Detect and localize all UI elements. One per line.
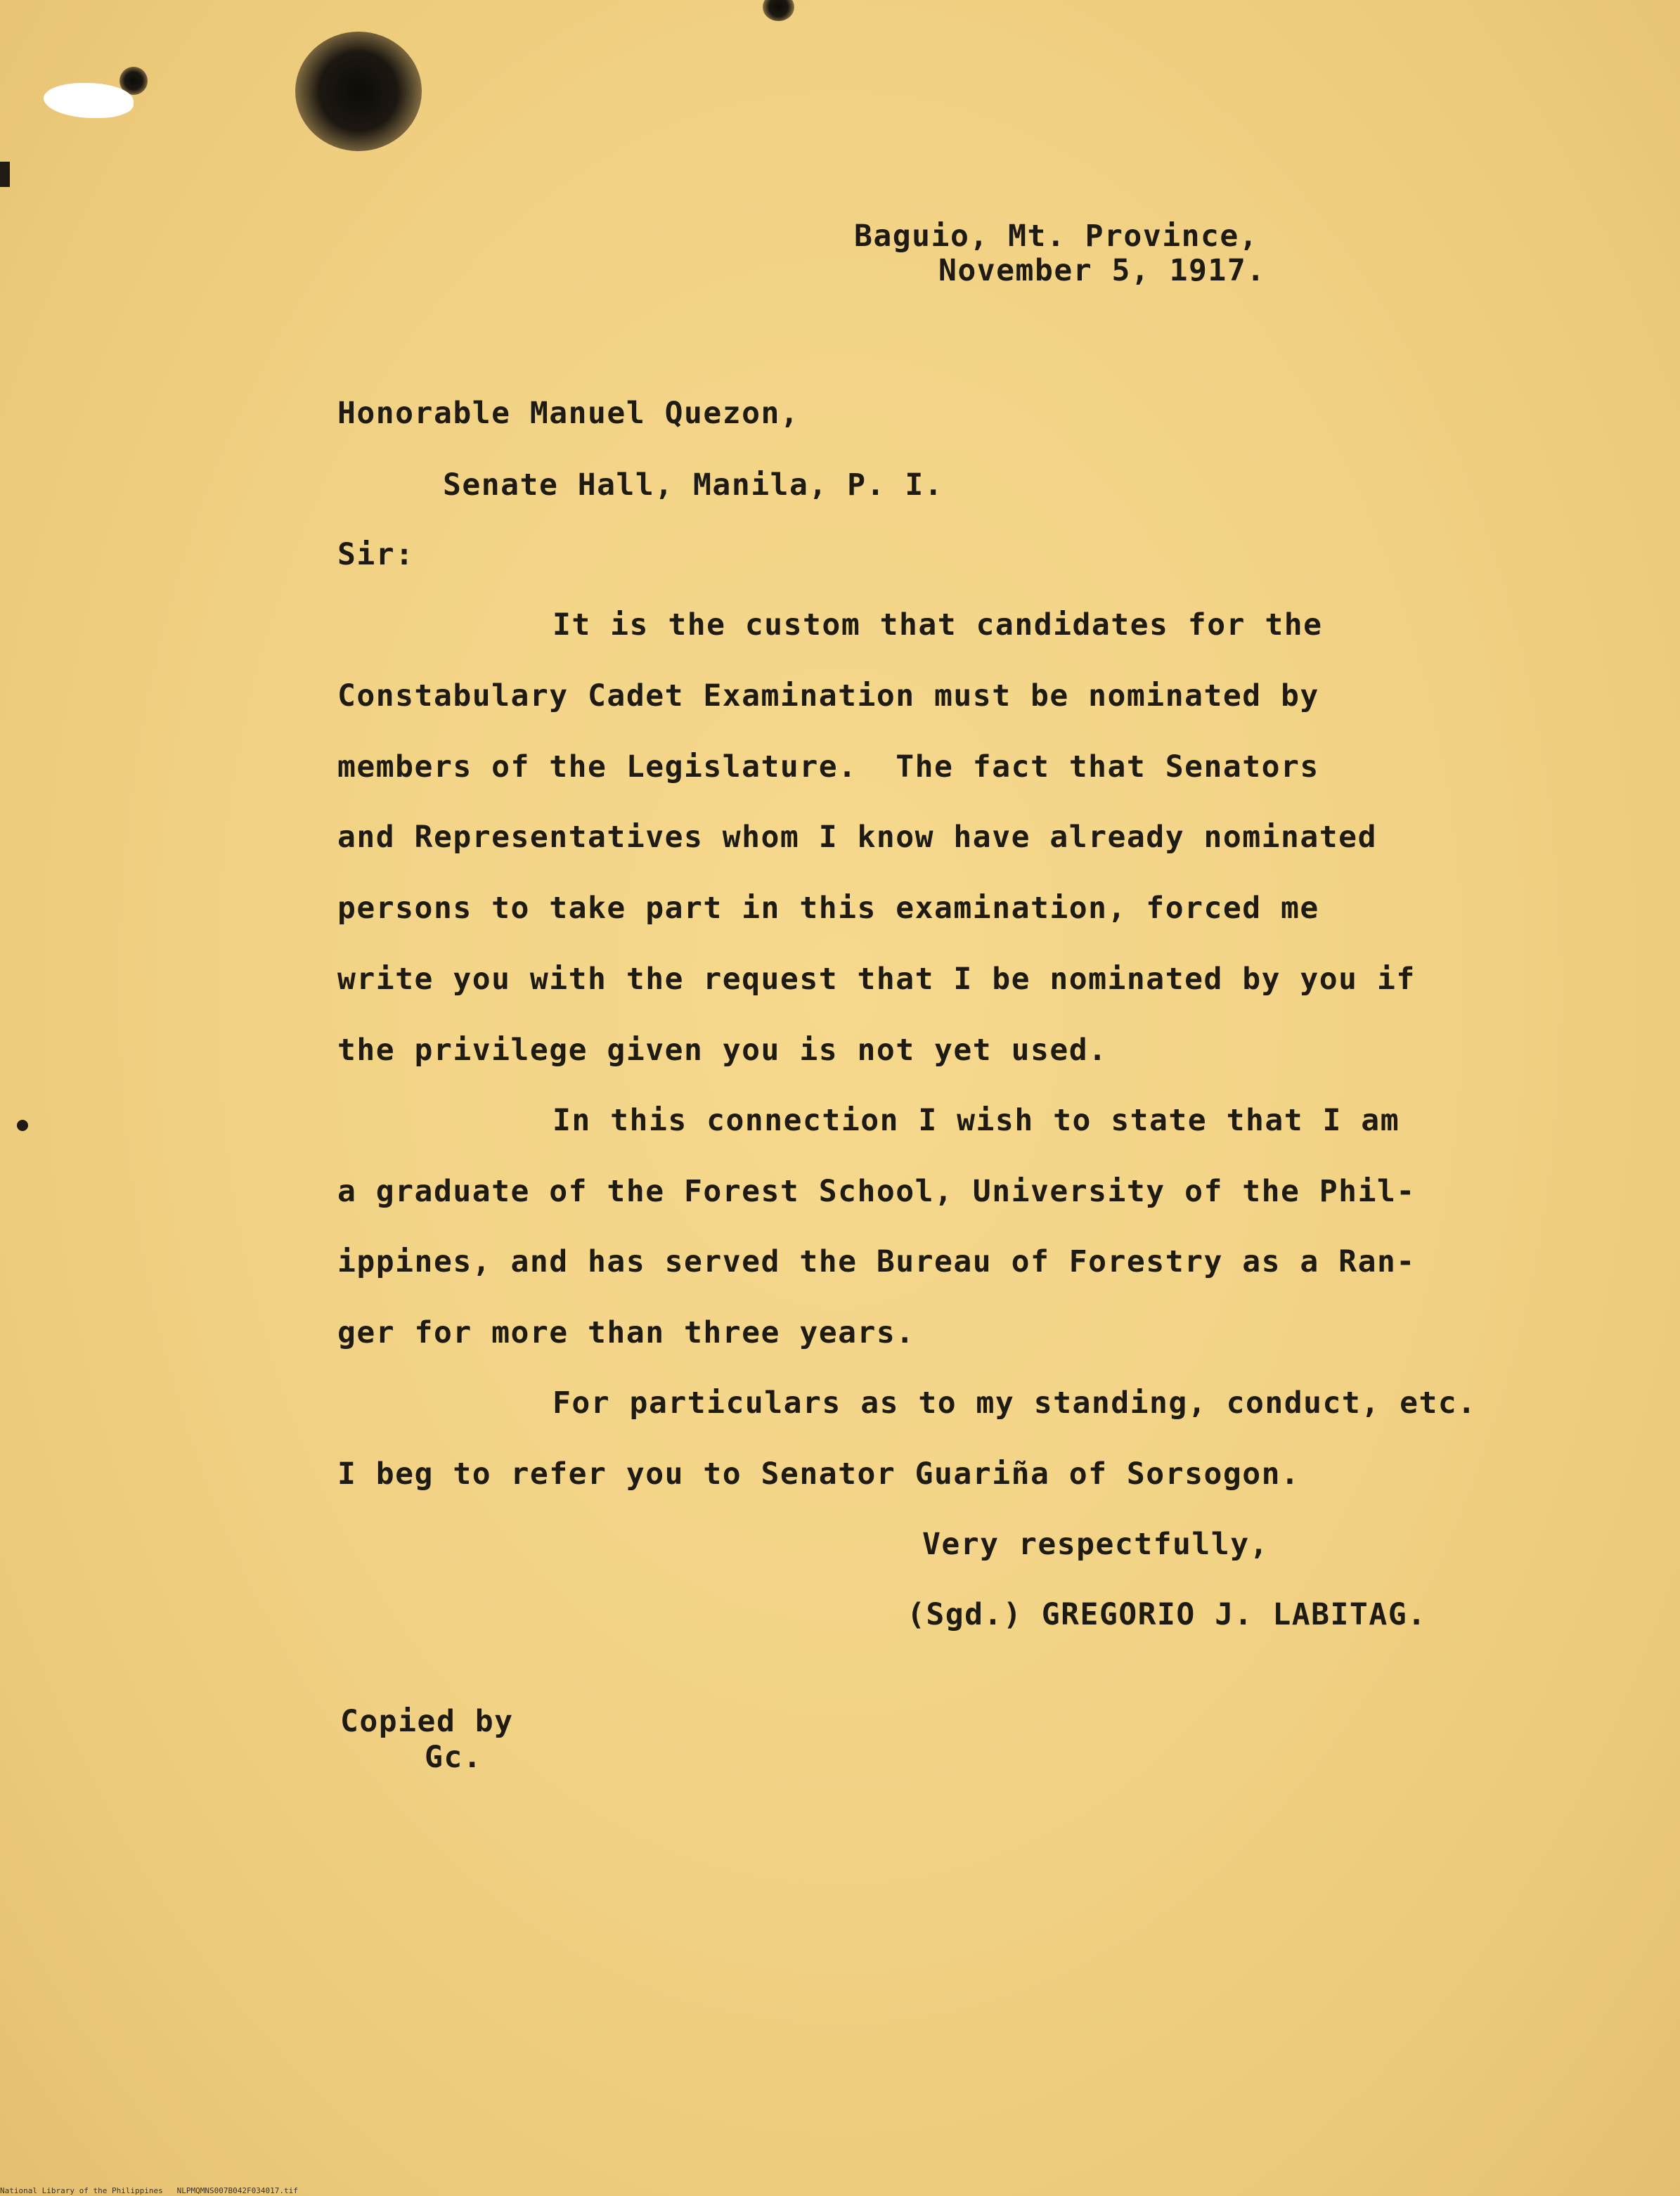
copier-initials: Gc. bbox=[425, 1740, 483, 1775]
paper-hole bbox=[44, 83, 134, 118]
body-line: It is the custom that candidates for the bbox=[553, 607, 1323, 642]
addressee-name: Honorable Manuel Quezon, bbox=[337, 396, 800, 431]
body-line: Constabulary Cadet Examination must be nominated by bbox=[337, 678, 1319, 713]
addressee-location: Senate Hall, Manila, P. I. bbox=[443, 467, 944, 503]
body-line: and Representatives whom I know have already nominated bbox=[337, 820, 1377, 855]
salutation: Sir: bbox=[337, 537, 415, 572]
edge-mark bbox=[0, 162, 10, 187]
body-line: ippines, and has served the Bureau of Forestry as a Ran- bbox=[337, 1244, 1416, 1279]
punch-mark bbox=[17, 1120, 28, 1131]
signature: (Sgd.) GREGORIO J. LABITAG. bbox=[907, 1597, 1427, 1632]
ink-stain-small bbox=[763, 0, 794, 21]
body-line: write you with the request that I be nominated by you if bbox=[337, 962, 1416, 997]
body-line: a graduate of the Forest School, University of the Phil- bbox=[337, 1174, 1416, 1209]
body-line: In this connection I wish to state that I am bbox=[553, 1103, 1400, 1138]
ink-stain bbox=[295, 32, 422, 151]
closing: Very respectfully, bbox=[922, 1527, 1269, 1562]
letter-place: Baguio, Mt. Province, bbox=[854, 219, 1259, 254]
archive-caption: National Library of the Philippines NLPMQMNS007B042F034017.tif bbox=[0, 2186, 298, 2195]
body-line: the privilege given you is not yet used. bbox=[337, 1033, 1108, 1068]
body-line: I beg to refer you to Senator Guariña of Sorsogon. bbox=[337, 1457, 1300, 1492]
body-line: members of the Legislature. The fact that Senators bbox=[337, 749, 1319, 784]
copied-by: Copied by bbox=[340, 1704, 514, 1739]
body-line: persons to take part in this examination, forced me bbox=[337, 891, 1319, 926]
body-line: For particulars as to my standing, conduct, etc. bbox=[553, 1386, 1477, 1421]
letter-date: November 5, 1917. bbox=[938, 253, 1266, 288]
body-line: ger for more than three years. bbox=[337, 1315, 915, 1350]
